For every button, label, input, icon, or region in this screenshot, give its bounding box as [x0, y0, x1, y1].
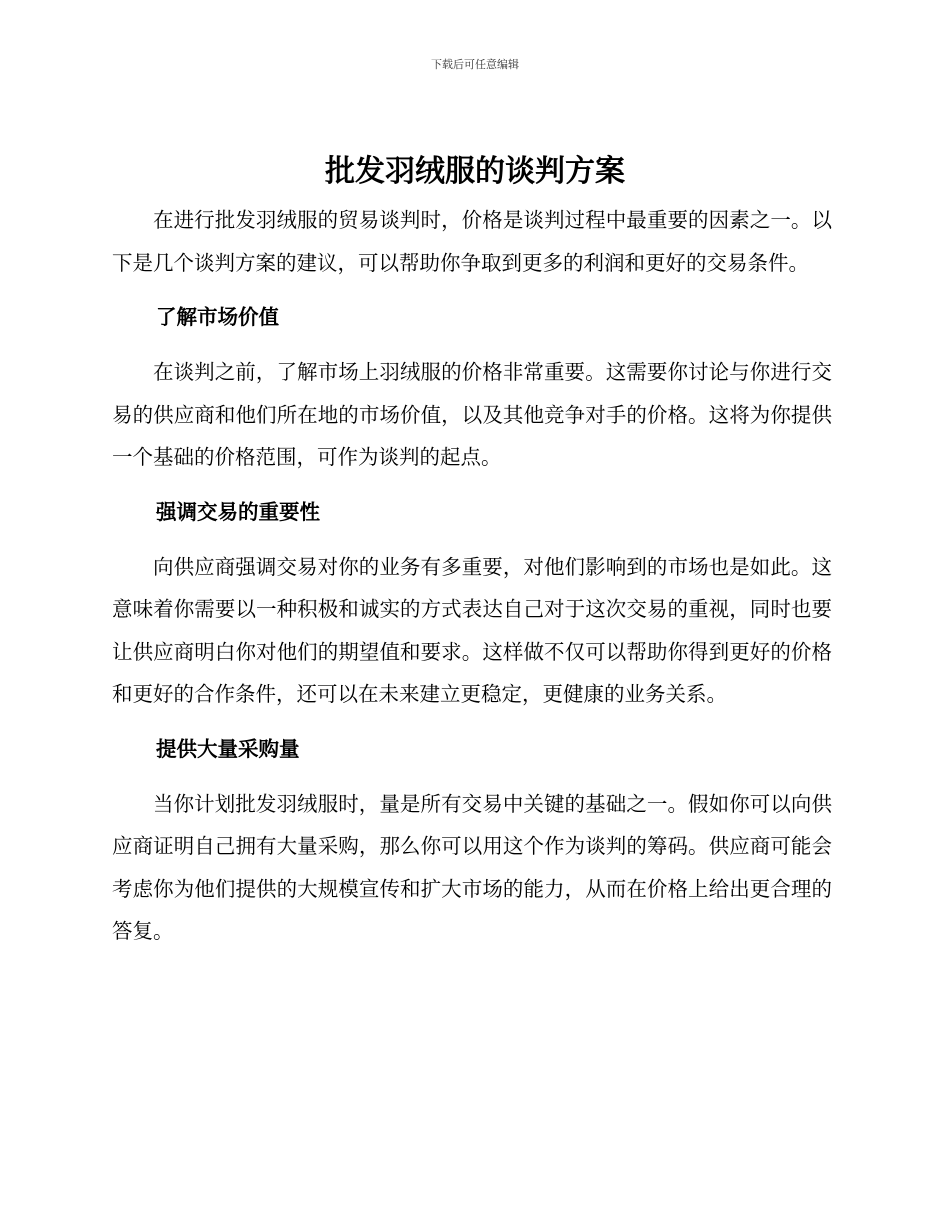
section-body-bulk-purchase: 当你计划批发羽绒服时，量是所有交易中关键的基础之一。假如你可以向供应商证明自己拥有大量采购，那么你可以用这个作为谈判的筹码。供应商可能会考虑你为他们提供的大规模宣传和扩大市场的能力，从而在价格上给出更合理的答复。 — [112, 791, 832, 943]
header-note: 下载后可任意编辑 — [431, 58, 519, 71]
document-body — [112, 199, 832, 953]
document-title: 批发羽绒服的谈判方案 — [325, 154, 625, 189]
section-body-market-value: 在谈判之前，了解市场上羽绒服的价格非常重要。这需要你讨论与你进行交易的供应商和他们所在地的市场价值，以及其他竞争对手的价格。这将为你提供一个基础的价格范围，可作为谈判的起点。 — [112, 360, 832, 469]
intro-paragraph: 在进行批发羽绒服的贸易谈判时，价格是谈判过程中最重要的因素之一。以下是几个谈判方案的建议，可以帮助你争取到更多的利润和更好的交易条件。 — [112, 208, 832, 275]
section-heading-bulk-purchase: 提供大量采购量 — [156, 736, 300, 761]
section-heading-market-value: 了解市场价值 — [156, 305, 279, 329]
section-heading-deal-importance: 强调交易的重要性 — [156, 499, 320, 524]
section-body-deal-importance: 向供应商强调交易对你的业务有多重要，对他们影响到的市场也是如此。这意味着你需要以一种积极和诚实的方式表达自己对于这次交易的重视，同时也要让供应商明白你对他们的期望值和要求。这样做不仅可以帮助你得到更好的价格和更好的合作条件，还可以在未来建立更稳定，更健康的业务关系。 — [112, 554, 832, 706]
